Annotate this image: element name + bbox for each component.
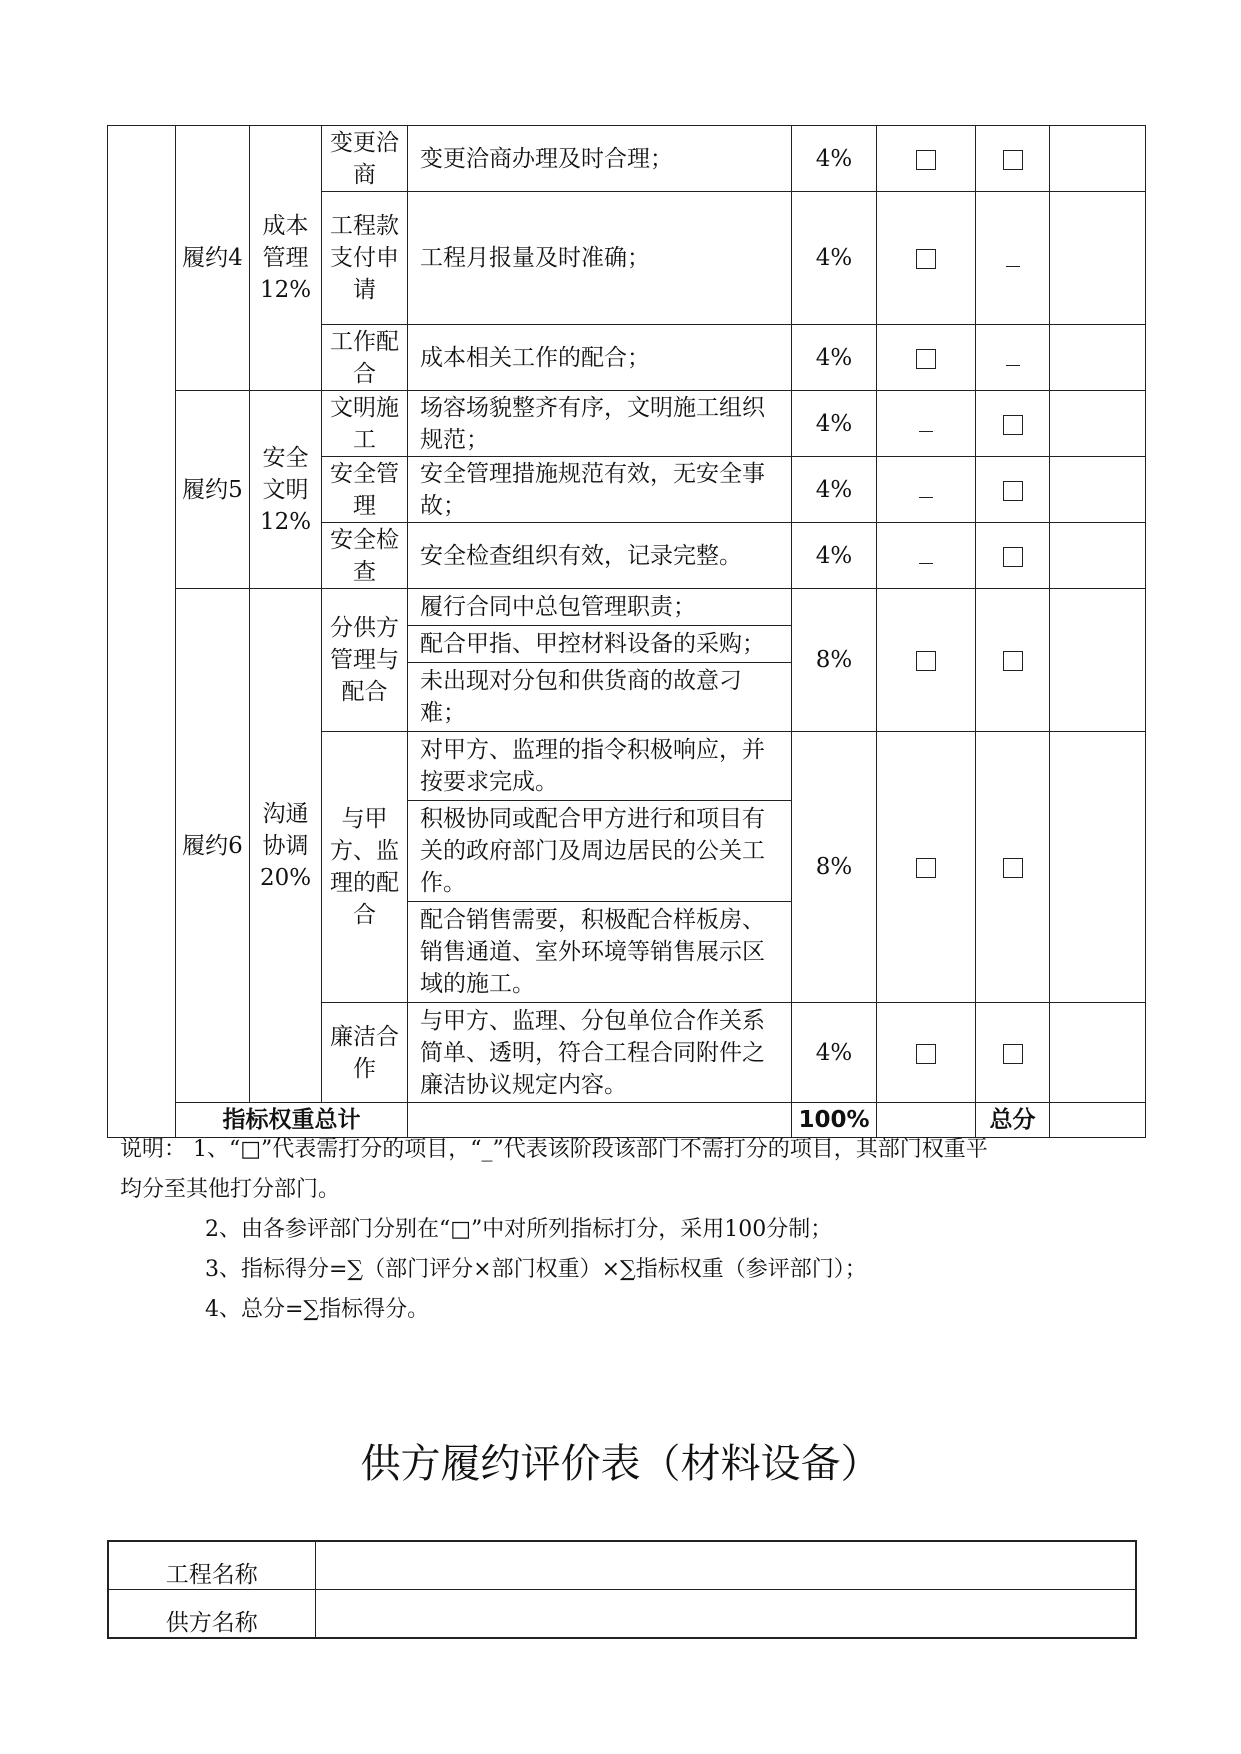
score-cell-a bbox=[877, 391, 976, 457]
item-weight: 4% bbox=[792, 523, 877, 589]
checkbox-icon[interactable] bbox=[1003, 547, 1023, 567]
score-cell-a[interactable] bbox=[877, 192, 976, 325]
score-cell-a[interactable] bbox=[877, 325, 976, 391]
blank-cell bbox=[1050, 732, 1146, 1003]
checkbox-icon[interactable] bbox=[1003, 858, 1023, 878]
score-cell-a[interactable] bbox=[877, 589, 976, 732]
sub-item: 分供方管理与配合 bbox=[322, 589, 408, 732]
group-label: 履约4 bbox=[176, 126, 250, 391]
group-category: 成本管理12% bbox=[250, 126, 322, 391]
score-cell-b bbox=[976, 325, 1050, 391]
sub-item: 廉洁合作 bbox=[322, 1003, 408, 1103]
blank-cell bbox=[1050, 457, 1146, 523]
blank-cell bbox=[1050, 391, 1146, 457]
note-1: 说明： 1、“□”代表需打分的项目，“_”代表该阶段该部门不需打分的项目，其部门权重平 bbox=[120, 1137, 988, 1162]
item-desc-group bbox=[408, 589, 792, 732]
item-weight: 4% bbox=[792, 457, 877, 523]
checkbox-icon[interactable] bbox=[1003, 651, 1023, 671]
total-score-label: 总分 bbox=[976, 1103, 1050, 1138]
checkbox-icon[interactable] bbox=[916, 249, 936, 269]
item-desc: 履行合同中总包管理职责； bbox=[420, 594, 696, 620]
item-desc: 配合甲指、甲控材料设备的采购； bbox=[408, 625, 791, 662]
note-3: 3、指标得分=∑（部门评分×部门权重）×∑指标权重（参评部门）； bbox=[205, 1257, 867, 1282]
score-cell-b[interactable] bbox=[976, 391, 1050, 457]
checkbox-icon[interactable] bbox=[916, 858, 936, 878]
dash-icon bbox=[919, 497, 933, 498]
item-desc: 变更洽商办理及时合理； bbox=[408, 126, 792, 192]
score-cell-a bbox=[877, 457, 976, 523]
score-cell-b[interactable] bbox=[976, 523, 1050, 589]
blank-cell bbox=[1050, 192, 1146, 325]
sub-item: 与甲方、监理的配合 bbox=[322, 732, 408, 1003]
project-name-label: 工程名称 bbox=[108, 1541, 315, 1590]
item-desc: 对甲方、监理的指令积极响应，并按要求完成。 bbox=[420, 737, 765, 795]
item-desc: 安全检查组织有效，记录完整。 bbox=[408, 523, 792, 589]
item-weight: 4% bbox=[792, 126, 877, 192]
item-desc-group bbox=[408, 732, 792, 1003]
note-1-cont: 均分至其他打分部门。 bbox=[120, 1177, 341, 1202]
group-category: 安全文明12% bbox=[250, 391, 322, 589]
item-desc: 安全管理措施规范有效，无安全事故； bbox=[408, 457, 792, 523]
score-cell-a bbox=[877, 523, 976, 589]
blank-cell bbox=[1050, 325, 1146, 391]
page-title: 供方履约评价表（材料设备） bbox=[360, 1441, 881, 1487]
item-weight: 4% bbox=[792, 325, 877, 391]
info-table bbox=[107, 1540, 1137, 1639]
score-cell-b[interactable] bbox=[976, 589, 1050, 732]
total-weight-value: 100% bbox=[792, 1103, 877, 1138]
item-desc: 未出现对分包和供货商的故意刁难； bbox=[408, 662, 791, 731]
supplier-name-label: 供方名称 bbox=[108, 1590, 315, 1639]
dash-icon bbox=[1006, 266, 1020, 267]
score-cell-b[interactable] bbox=[976, 1003, 1050, 1103]
score-cell-b[interactable] bbox=[976, 457, 1050, 523]
checkbox-icon[interactable] bbox=[916, 651, 936, 671]
group-label: 履约5 bbox=[176, 391, 250, 589]
item-desc: 工程月报量及时准确； bbox=[408, 192, 792, 325]
blank-cell bbox=[1050, 523, 1146, 589]
supplier-name-field[interactable] bbox=[315, 1590, 1136, 1639]
note-2: 2、由各参评部门分别在“□”中对所列指标打分，采用100分制； bbox=[205, 1217, 833, 1242]
item-weight: 4% bbox=[792, 391, 877, 457]
score-cell-b bbox=[976, 192, 1050, 325]
group-label: 履约6 bbox=[176, 589, 250, 1103]
group-category: 沟通协调20% bbox=[250, 589, 322, 1103]
item-desc: 成本相关工作的配合； bbox=[408, 325, 792, 391]
sub-item: 安全管理 bbox=[322, 457, 408, 523]
score-cell-a[interactable] bbox=[877, 732, 976, 1003]
total-weight-label: 指标权重总计 bbox=[176, 1103, 408, 1138]
checkbox-icon[interactable] bbox=[916, 349, 936, 369]
item-weight: 8% bbox=[792, 589, 877, 732]
checkbox-icon[interactable] bbox=[1003, 1044, 1023, 1064]
blank-cell bbox=[1050, 126, 1146, 192]
evaluation-table bbox=[107, 125, 1146, 1138]
blank-cell bbox=[1050, 1003, 1146, 1103]
dash-icon bbox=[1006, 365, 1020, 366]
sub-item: 变更洽商 bbox=[322, 126, 408, 192]
item-desc: 配合销售需要，积极配合样板房、销售通道、室外环境等销售展示区域的施工。 bbox=[408, 901, 791, 1002]
score-cell-a[interactable] bbox=[877, 1003, 976, 1103]
notes bbox=[120, 1130, 1130, 1330]
checkbox-icon[interactable] bbox=[1003, 481, 1023, 501]
item-weight: 8% bbox=[792, 732, 877, 1003]
sub-item: 安全检查 bbox=[322, 523, 408, 589]
item-desc: 与甲方、监理、分包单位合作关系简单、透明，符合工程合同附件之廉洁协议规定内容。 bbox=[408, 1003, 792, 1103]
checkbox-icon[interactable] bbox=[1003, 150, 1023, 170]
score-cell-b[interactable] bbox=[976, 732, 1050, 1003]
score-cell-b[interactable] bbox=[976, 126, 1050, 192]
item-weight: 4% bbox=[792, 192, 877, 325]
blank-left-column bbox=[108, 126, 176, 1138]
checkbox-icon[interactable] bbox=[916, 150, 936, 170]
checkbox-icon[interactable] bbox=[1003, 415, 1023, 435]
score-cell-a[interactable] bbox=[877, 126, 976, 192]
dash-icon bbox=[919, 431, 933, 432]
dash-icon bbox=[919, 563, 933, 564]
note-4: 4、总分=∑指标得分。 bbox=[205, 1297, 430, 1322]
sub-item: 文明施工 bbox=[322, 391, 408, 457]
checkbox-icon[interactable] bbox=[916, 1044, 936, 1064]
blank-cell bbox=[1050, 589, 1146, 732]
item-desc: 积极协同或配合甲方进行和项目有关的政府部门及周边居民的公关工作。 bbox=[408, 800, 791, 901]
project-name-field[interactable] bbox=[315, 1541, 1136, 1590]
item-desc: 场容场貌整齐有序，文明施工组织规范； bbox=[408, 391, 792, 457]
item-weight: 4% bbox=[792, 1003, 877, 1103]
sub-item: 工程款支付申请 bbox=[322, 192, 408, 325]
sub-item: 工作配合 bbox=[322, 325, 408, 391]
